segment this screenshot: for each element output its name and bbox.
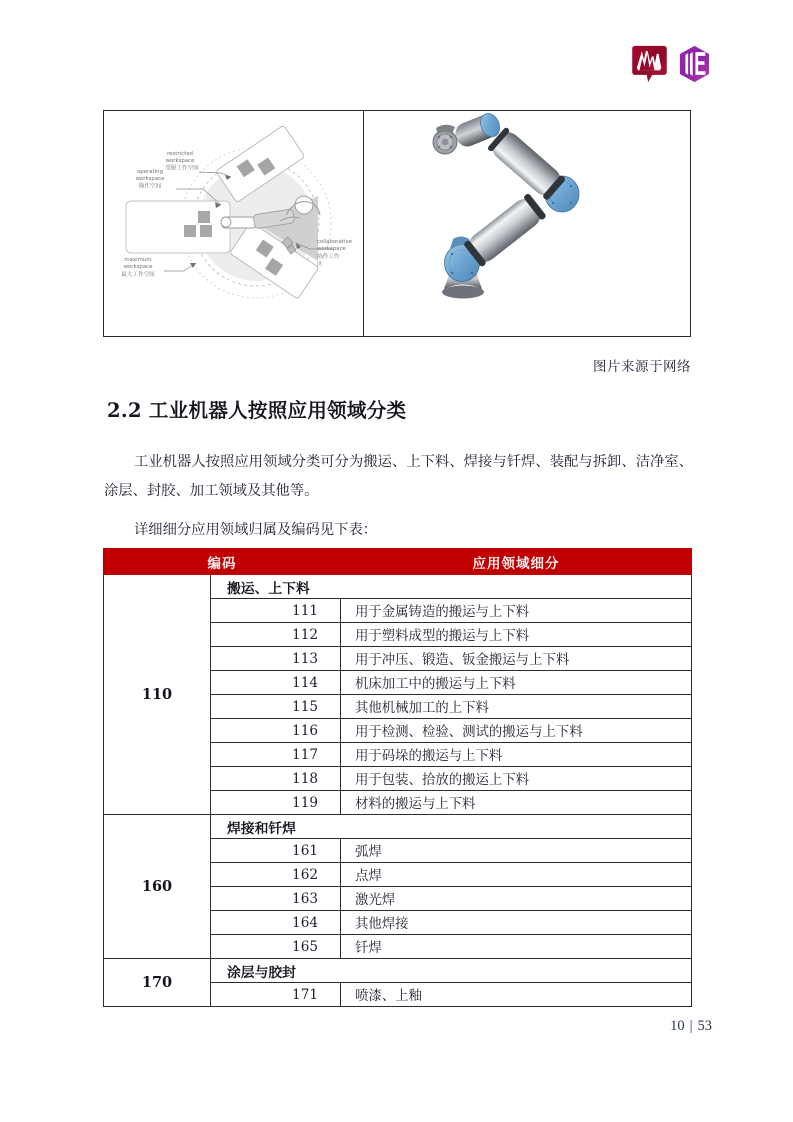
footer-separator: | <box>689 1018 693 1034</box>
svg-text:collaborative: collaborative <box>317 239 352 245</box>
code-cell: 161 <box>211 839 341 863</box>
svg-text:workspace: workspace <box>135 176 165 182</box>
description-cell: 其他焊接 <box>341 911 692 935</box>
svg-text:区: 区 <box>317 262 323 268</box>
diagram-label-maximum <box>121 257 155 278</box>
figure-caption: 图片来源于网络 <box>593 359 691 375</box>
robot-workspace-diagram <box>104 111 363 336</box>
group-title-cell: 焊接和钎焊 <box>211 815 692 839</box>
code-cell: 115 <box>211 695 341 719</box>
svg-text:operating: operating <box>136 169 164 175</box>
svg-text:协作工作: 协作工作 <box>317 254 340 260</box>
code-cell: 164 <box>211 911 341 935</box>
table-header-row <box>104 549 692 575</box>
group-title-cell: 涂层与胶封 <box>211 959 692 983</box>
code-cell: 117 <box>211 743 341 767</box>
workspace-diagram-cell <box>104 111 364 336</box>
diagram-label-restricted <box>165 151 199 172</box>
brand-logos <box>631 44 713 84</box>
group-code-cell: 170 <box>104 959 211 1007</box>
footer-page-number: 10 <box>670 1018 685 1034</box>
group-code-cell: 160 <box>104 815 211 959</box>
diagram-label-operating <box>136 169 166 190</box>
svg-text:操作空间: 操作空间 <box>138 183 162 190</box>
svg-text:最大工作空间: 最大工作空间 <box>121 272 155 278</box>
description-cell: 用于塑料成型的搬运与上下料 <box>341 623 692 647</box>
svg-text:restricted: restricted <box>167 151 193 157</box>
description-cell: 钎焊 <box>341 935 692 959</box>
description-cell: 用于包装、拾放的搬运上下料 <box>341 767 692 791</box>
page-footer <box>0 1018 712 1035</box>
code-cell: 162 <box>211 863 341 887</box>
code-cell: 112 <box>211 623 341 647</box>
hexagon-layers-logo <box>676 44 713 84</box>
body-paragraph-2: 详细细分应用领域归属及编码见下表： <box>134 522 378 538</box>
code-cell: 165 <box>211 935 341 959</box>
description-cell: 弧焊 <box>341 839 692 863</box>
svg-text:maximum: maximum <box>124 257 152 263</box>
svg-text:workspace: workspace <box>123 264 153 270</box>
svg-text:受限工作空间: 受限工作空间 <box>165 165 199 172</box>
description-cell: 用于码垛的搬运与上下料 <box>341 743 692 767</box>
group-code-cell: 110 <box>104 575 211 815</box>
page-title: 2.2 工业机器人按照应用领域分类 <box>107 399 407 422</box>
description-cell: 用于冲压、锻造、钣金搬运与上下料 <box>341 647 692 671</box>
collaborative-robot-arm-image <box>364 111 690 336</box>
robot-photo-cell <box>364 111 690 336</box>
code-cell: 113 <box>211 647 341 671</box>
diagram-label-collaborative <box>317 239 353 268</box>
body-paragraph-1: 工业机器人按照应用领域分类可分为搬运、上下料、焊接与钎焊、装配与拆卸、洁净室、涂层、封胶、加工领域及其他等。 <box>104 454 693 499</box>
column-header-code: 编码 <box>104 549 341 575</box>
waveform-speech-bubble-logo <box>631 44 668 84</box>
code-cell: 116 <box>211 719 341 743</box>
description-cell: 激光焊 <box>341 887 692 911</box>
description-cell: 机床加工中的搬运与上下料 <box>341 671 692 695</box>
description-cell: 点焊 <box>341 863 692 887</box>
svg-text:workspace: workspace <box>317 246 346 252</box>
code-cell: 119 <box>211 791 341 815</box>
code-cell: 111 <box>211 599 341 623</box>
description-cell: 材料的搬运与上下料 <box>341 791 692 815</box>
code-cell: 114 <box>211 671 341 695</box>
group-title-cell: 搬运、上下料 <box>211 575 692 599</box>
description-cell: 用于金属铸造的搬运与上下料 <box>341 599 692 623</box>
description-cell: 其他机械加工的上下料 <box>341 695 692 719</box>
table-row <box>104 959 692 983</box>
svg-text:workspace: workspace <box>165 158 195 164</box>
footer-total-pages: 53 <box>697 1018 712 1034</box>
code-cell: 171 <box>211 983 341 1007</box>
code-cell: 163 <box>211 887 341 911</box>
table-body <box>104 575 692 1007</box>
code-cell: 118 <box>211 767 341 791</box>
application-domain-table <box>103 548 692 1007</box>
description-cell: 用于检测、检验、测试的搬运与上下料 <box>341 719 692 743</box>
table-row <box>104 815 692 839</box>
table-row <box>104 575 692 599</box>
column-header-domain: 应用领域细分 <box>341 549 692 575</box>
description-cell: 喷漆、上釉 <box>341 983 692 1007</box>
figure-container <box>103 110 691 337</box>
